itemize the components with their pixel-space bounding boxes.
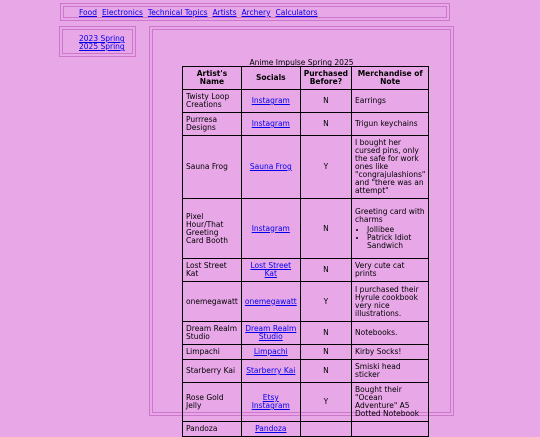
header-socials: Socials (241, 67, 300, 90)
artist-name: Dream Realm Studio (183, 322, 242, 345)
purchased-before: Y (300, 282, 351, 322)
merchandise-list-item: • Jollibee (367, 226, 425, 234)
merchandise: Smiski head sticker (352, 360, 429, 383)
nav-link-electronics[interactable]: Electronics (102, 7, 143, 17)
table-row (183, 360, 429, 383)
artist-social-link-instagram[interactable]: Instagram (251, 401, 290, 410)
table-row (183, 136, 429, 199)
table-row (183, 345, 429, 360)
merchandise: Earrings (352, 90, 429, 113)
artist-name: onemegawatt (183, 282, 242, 322)
artist-social-cell (241, 422, 300, 437)
table-row (183, 90, 429, 113)
artist-social-cell (241, 345, 300, 360)
nav-link-food[interactable]: Food (79, 7, 97, 17)
artist-social-link[interactable]: Instagram (251, 96, 290, 105)
artist-name: Purrresa Designs (183, 113, 242, 136)
nav-link-technical-topics[interactable]: Technical Topics (147, 7, 208, 17)
artist-social-link[interactable]: Lost Street Kat (250, 261, 292, 278)
sidebar (59, 26, 136, 57)
artist-social-cell (241, 113, 300, 136)
header-purchased-before: Purchased Before? (300, 67, 351, 90)
header-merchandise: Merchandise of Note (352, 67, 429, 90)
sidebar-link-2025-spring[interactable]: 2025 Spring (79, 42, 125, 51)
sidebar-inner (62, 29, 133, 54)
artists-table (182, 66, 429, 437)
artist-name: Pandoza (183, 422, 242, 437)
nav-link-artists[interactable]: Artists (212, 7, 237, 17)
top-nav-inner (63, 6, 447, 18)
purchased-before: N (300, 113, 351, 136)
purchased-before: N (300, 322, 351, 345)
artist-name: Rose Gold Jelly (183, 383, 242, 422)
artist-social-link[interactable]: Pandoza (255, 424, 287, 433)
artist-social-cell (241, 360, 300, 383)
table-row (183, 282, 429, 322)
merchandise: Trigun keychains (352, 113, 429, 136)
artist-name: Sauna Frog (183, 136, 242, 199)
artist-social-link[interactable]: Instagram (251, 119, 290, 128)
purchased-before: Y (300, 383, 351, 422)
artist-name: Starberry Kai (183, 360, 242, 383)
main-content (149, 26, 454, 433)
purchased-before (300, 422, 351, 437)
artist-name: Limpachi (183, 345, 242, 360)
artist-name: Twisty Loop Creations (183, 90, 242, 113)
merchandise: Notebooks. (352, 322, 429, 345)
artist-social-cell (241, 90, 300, 113)
main-content-inner (152, 29, 451, 433)
artist-social-link[interactable]: onemegawatt (244, 296, 297, 306)
nav-link-archery[interactable]: Archery (241, 7, 271, 17)
table-row (183, 422, 429, 437)
merchandise: Kirby Socks! (352, 345, 429, 360)
merchandise: Bought their "Ocean Adventure" A5 Dotted Notebook (352, 383, 429, 422)
artist-social-link[interactable]: Limpachi (253, 347, 288, 356)
merchandise-cell (352, 199, 429, 259)
artist-social-cell (241, 136, 300, 199)
artist-social-cell (241, 259, 300, 282)
artist-social-link[interactable]: Sauna Frog (249, 162, 292, 171)
merchandise: I bought her cursed pins, only the safe for work ones like "congrajulashions" and "there was an attempt" (352, 136, 429, 199)
artist-social-link[interactable]: Dream Realm Studio (245, 324, 297, 341)
artist-social-cell (241, 322, 300, 345)
merchandise: Very cute cat prints (352, 259, 429, 282)
purchased-before: N (300, 90, 351, 113)
merchandise-list (355, 226, 425, 250)
table-row (183, 113, 429, 136)
artist-social-cell (241, 383, 300, 422)
artist-social-link[interactable]: Instagram (251, 223, 290, 233)
table-row (183, 383, 429, 422)
table-row (183, 259, 429, 282)
table-row (183, 199, 429, 259)
artist-social-cell (241, 199, 300, 259)
sidebar-link-2023-spring[interactable]: 2023 Spring (79, 34, 125, 43)
merchandise: Greeting card with charms (355, 206, 425, 224)
purchased-before: N (300, 360, 351, 383)
artist-social-link[interactable]: Starberry Kai (246, 366, 296, 375)
artist-name: Pixel Hour/That Greeting Card Booth (183, 199, 242, 259)
purchased-before: N (300, 345, 351, 360)
nav-link-calculators[interactable]: Calculators (275, 7, 318, 17)
merchandise-list-item: • Patrick Idiot Sandwich (367, 234, 425, 250)
top-nav (60, 3, 450, 21)
artist-social-cell (241, 282, 300, 322)
purchased-before: N (300, 259, 351, 282)
merchandise (352, 422, 429, 437)
table-row (183, 322, 429, 345)
artist-social-link-etsy[interactable]: Etsy (262, 393, 279, 402)
artist-name: Lost Street Kat (183, 259, 242, 282)
purchased-before: Y (300, 136, 351, 199)
header-artist-name: Artist's Name (183, 67, 242, 90)
table-header-row (183, 67, 429, 90)
purchased-before: N (300, 199, 351, 259)
table-caption: Anime Impulse Spring 2025 (249, 58, 354, 67)
merchandise: I purchased their Hyrule cookbook very nice illustrations. (352, 282, 429, 322)
